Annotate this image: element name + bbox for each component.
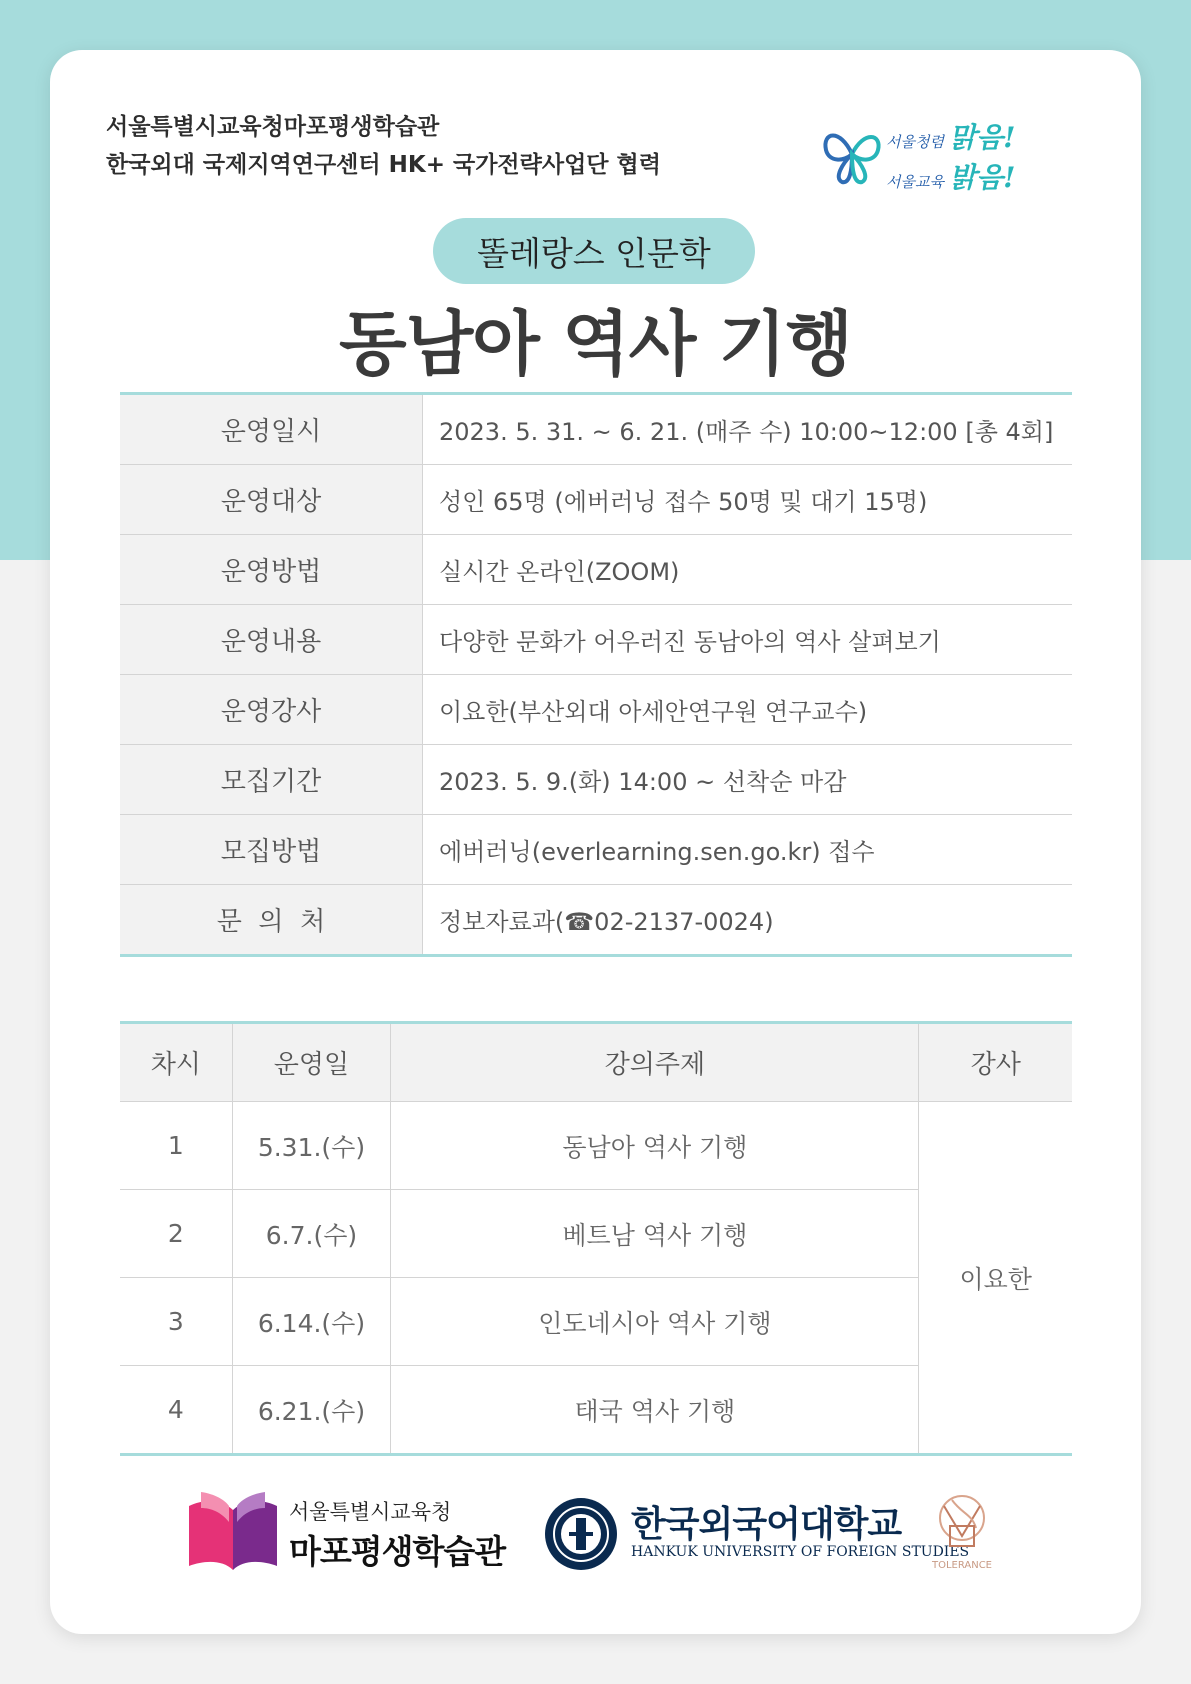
- session-topic: 동남아 역사 기행: [391, 1102, 919, 1190]
- tolerance-logo: [922, 1488, 1002, 1578]
- info-label: 운영강사: [120, 675, 423, 745]
- university-seal-icon: [543, 1496, 619, 1572]
- info-value: 에버러닝(everlearning.sen.go.kr) 접수: [423, 815, 1073, 885]
- program-info-table: [120, 392, 1072, 957]
- slogan-small-2: 서울교육: [886, 173, 944, 191]
- session-number: 4: [120, 1366, 232, 1455]
- table-row: [120, 1102, 1072, 1190]
- session-number: 2: [120, 1190, 232, 1278]
- info-row: [120, 675, 1072, 745]
- info-row: [120, 885, 1072, 956]
- info-row: [120, 535, 1072, 605]
- info-label: 모집기간: [120, 745, 423, 815]
- session-topic: 베트남 역사 기행: [391, 1190, 919, 1278]
- info-value: 2023. 5. 31. ~ 6. 21. (매주 수) 10:00~12:00 [총 4회]: [423, 394, 1073, 465]
- schedule-header-row: [120, 1023, 1072, 1102]
- info-value: 2023. 5. 9.(화) 14:00 ~ 선착순 마감: [423, 745, 1073, 815]
- session-date: 6.7.(수): [232, 1190, 391, 1278]
- tolerance-label: TOLERANCE: [931, 1560, 993, 1571]
- mapo-logo-line1: 서울특별시교육청: [289, 1500, 452, 1524]
- info-label: 운영일시: [120, 394, 423, 465]
- session-date: 6.21.(수): [232, 1366, 391, 1455]
- organizer-line-2: 한국외대 국제지역연구센터 HK+ 국가전략사업단 협력: [106, 152, 661, 178]
- info-value: 정보자료과(☎02-2137-0024): [439, 908, 774, 936]
- session-number: 1: [120, 1102, 232, 1190]
- info-row: [120, 745, 1072, 815]
- info-value: 실시간 온라인(ZOOM): [423, 535, 1073, 605]
- info-label: 문 의 처: [120, 885, 423, 956]
- session-date: 6.14.(수): [232, 1278, 391, 1366]
- mapo-logo-line2: 마포평생학습관: [289, 1532, 506, 1571]
- info-row: [120, 465, 1072, 535]
- slogan-small-1: 서울청렴: [886, 133, 944, 151]
- schedule-table: [120, 1021, 1072, 1456]
- organizer-line-1: 서울특별시교육청마포평생학습관: [106, 114, 440, 140]
- session-topic: 태국 역사 기행: [391, 1366, 919, 1455]
- series-badge: 똘레랑스 인문학: [433, 218, 755, 284]
- hufs-name-english: HANKUK UNIVERSITY OF FOREIGN STUDIES: [631, 1544, 970, 1560]
- slogan-big-2: 밝음!: [949, 161, 1016, 194]
- hufs-name-korean: 한국외국어대학교: [631, 1504, 902, 1545]
- col-header-date: 운영일: [232, 1023, 391, 1102]
- book-logo-icon: [185, 1492, 281, 1572]
- mapo-logo: [185, 1490, 515, 1574]
- info-row: [120, 394, 1072, 465]
- slogan-logo: [820, 112, 1060, 196]
- col-header-topic: 강의주제: [391, 1023, 919, 1102]
- info-label: 운영내용: [120, 605, 423, 675]
- tolerance-logo-icon: [922, 1488, 1002, 1558]
- col-header-instructor: 강사: [919, 1023, 1072, 1102]
- info-label: 운영방법: [120, 535, 423, 605]
- session-date: 5.31.(수): [232, 1102, 391, 1190]
- col-header-session: 차시: [120, 1023, 232, 1102]
- instructor-name: 이요한: [919, 1102, 1072, 1455]
- info-label: 운영대상: [120, 465, 423, 535]
- info-value: 이요한(부산외대 아세안연구원 연구교수): [423, 675, 1073, 745]
- session-number: 3: [120, 1278, 232, 1366]
- info-row: [120, 605, 1072, 675]
- info-label: 모집방법: [120, 815, 423, 885]
- session-topic: 인도네시아 역사 기행: [391, 1278, 919, 1366]
- poster-card: [50, 50, 1141, 1634]
- info-value: 다양한 문화가 어우러진 동남아의 역사 살펴보기: [423, 605, 1073, 675]
- footer-logos: [50, 1484, 1141, 1594]
- slogan-big-1: 맑음!: [949, 121, 1016, 154]
- info-row: [120, 815, 1072, 885]
- page-title: 동남아 역사 기행: [338, 303, 853, 385]
- butterfly-icon: [820, 118, 884, 188]
- info-value: 성인 65명 (에버러닝 접수 50명 및 대기 15명): [423, 465, 1073, 535]
